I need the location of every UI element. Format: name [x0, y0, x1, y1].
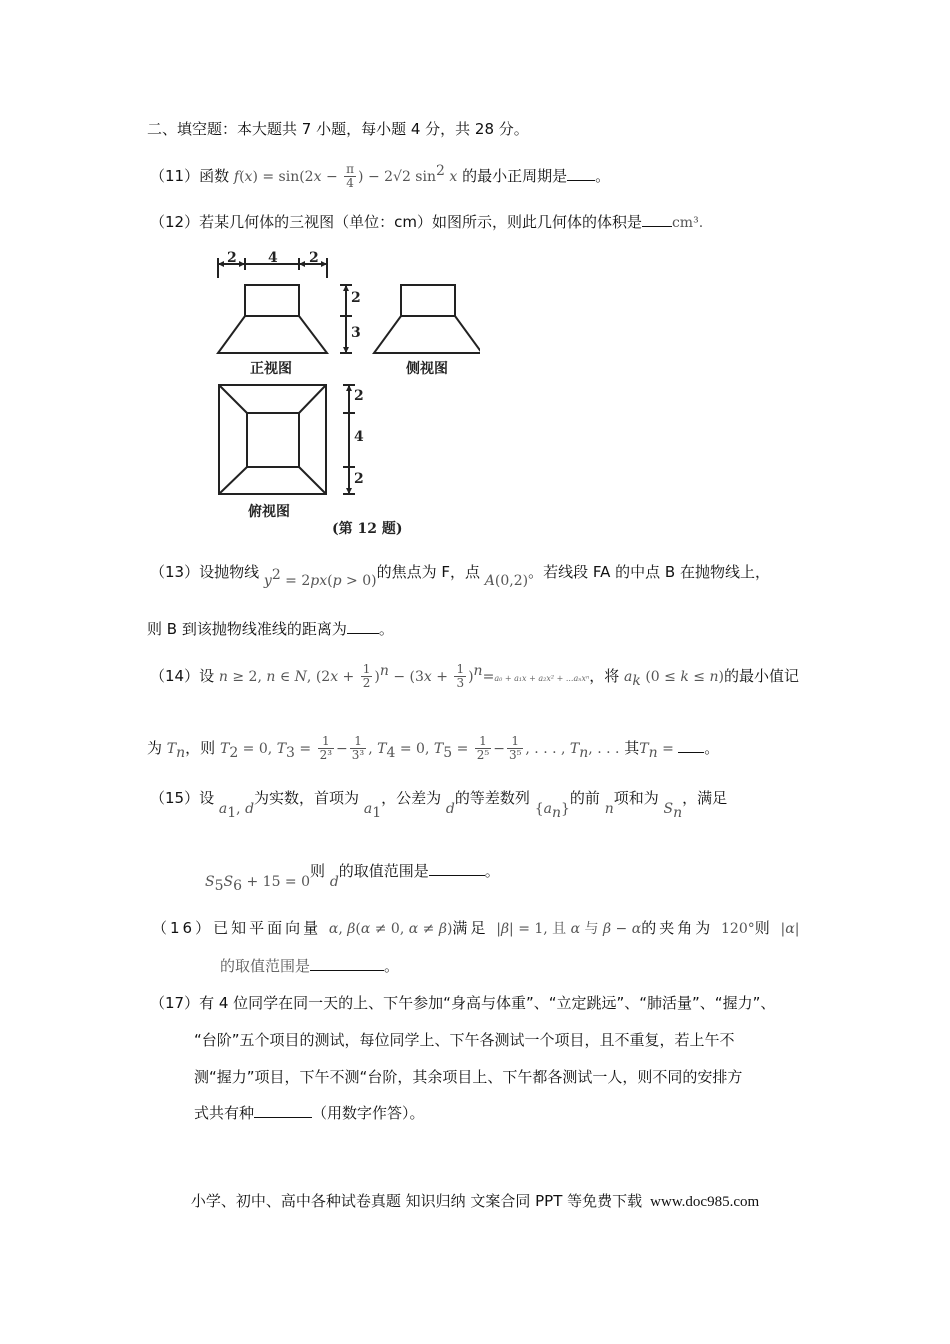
question-15-line2 — [205, 860, 500, 894]
q14-number: （14） — [150, 667, 200, 685]
q14-line2-post: 其 — [624, 739, 640, 757]
dim-top-middle: 4 — [268, 250, 278, 266]
q13-parabola-formula: $y^2 = 2px(p > 0)$ — [263, 567, 377, 589]
question-16 — [152, 917, 799, 940]
q11-post: 的最小正周期是 — [462, 167, 568, 185]
q17-line3: 测“握力”项目，下午不测“台阶，其余项目上、下午都各测试一人，则不同的安排方 — [194, 1068, 743, 1086]
q13-end: 。 — [378, 620, 394, 638]
q14-t-values: $T_2 = 0$, $T_3$ = $\frac{1}{\text{2³}}$ − $\frac{1}{\text{3³}}$ , $T_4 = 0$, $T_5$ = $\frac{1}{\text{2⁵}}$ − $\frac{1}{\text{3⁵}}$ , . . . , $T_n$, . . . — [219, 734, 620, 762]
dim-plan-lower: 2 — [354, 471, 364, 487]
q17-line1: 有 4 位同学在同一天的上、下午参加“身高与体重”、“立定跳远”、“肺活量”、“握力”、 — [199, 994, 776, 1012]
footer-text: 小学、初中、高中各种试卷真题 知识归纳 文案合同 PPT 等免费下载 — [190, 1192, 643, 1210]
q15-t1: 为实数，首项为 — [254, 789, 360, 807]
q16-condition: |β| = 1, 且 α 与 β − α — [496, 921, 642, 937]
question-17-line4 — [194, 1102, 425, 1124]
q15-a1-d: $a_1$, d — [218, 801, 255, 821]
q14-tn-eq: $T_n$ = — [639, 741, 679, 761]
q14-line2-pre: 为 — [147, 739, 163, 757]
q14-post: 的最小值记 — [723, 667, 799, 685]
q13-pre: 设抛物线 — [199, 563, 260, 581]
question-17-line1 — [150, 992, 775, 1014]
question-14-line2 — [147, 735, 719, 764]
page-footer — [0, 1190, 950, 1211]
q11-answer-blank — [567, 166, 595, 181]
three-view-figure — [210, 248, 480, 543]
q12-text: 若某几何体的三视图（单位：cm）如图所示，则此几何体的体积是 — [199, 213, 642, 231]
q16-angle: 120° — [721, 921, 755, 937]
q12-number: （12） — [150, 213, 200, 231]
q11-number: （11） — [150, 167, 200, 185]
q13-line2: 则 B 到该抛物线准线的距离为 — [147, 620, 347, 638]
dim-top-right: 2 — [309, 250, 319, 266]
front-view-label: 正视图 — [250, 361, 292, 377]
q11-pre: 函数 — [199, 167, 230, 185]
q15-pre: 设 — [199, 789, 215, 807]
q13-point-a: A(0,2) — [484, 573, 529, 589]
q14-line2-mid: ，则 — [185, 739, 216, 757]
q15-line2-post: 的取值范围是 — [338, 862, 429, 880]
q15-d2: d — [329, 874, 339, 890]
q15-sn: $S_n$ — [663, 801, 683, 821]
q14-answer-blank — [678, 738, 704, 753]
question-11 — [150, 160, 610, 190]
q13-mid: 的焦点为 F，点 — [376, 563, 480, 581]
q14-mid: ，将 — [589, 667, 620, 685]
section-title: 二、填空题：本大题共 7 小题，每小题 4 分，共 28 分。 — [147, 120, 529, 138]
q13-post: 。若线段 FA 的中点 B 在抛物线上， — [528, 563, 770, 581]
q16-then: 则 — [754, 919, 773, 937]
q15-n: n — [604, 801, 614, 817]
q14-tn: $T_n$ — [166, 741, 186, 761]
q15-t3: 的等差数列 — [454, 789, 530, 807]
q11-formula: f(x) = sin(2x − $\frac{\pi}{4}$ ) − 2√2 $\sin^2 x$ — [233, 162, 458, 190]
question-16-line2 — [220, 955, 399, 977]
q16-abs-alpha: |α| — [780, 921, 800, 937]
q12-unit: cm³. — [671, 215, 704, 231]
q16-end: 。 — [384, 957, 400, 975]
q15-answer-blank — [429, 861, 485, 876]
question-15 — [150, 787, 728, 821]
q17-line4-post: （用数字作答）。 — [312, 1104, 425, 1122]
q14-end: 。 — [704, 739, 720, 757]
question-13 — [150, 556, 770, 589]
q17-line4-pre: 式共有种 — [194, 1104, 255, 1122]
q17-number: （17） — [150, 994, 200, 1012]
question-13-line2 — [147, 618, 394, 640]
dim-front-upper: 2 — [351, 290, 361, 306]
dim-plan-upper: 2 — [354, 388, 364, 404]
q16-mid: 满足 — [452, 919, 489, 937]
q15-a1: $a_1$ — [363, 801, 382, 821]
footer-site: www.doc985.com — [650, 1194, 760, 1210]
question-14 — [150, 660, 799, 692]
q15-t6: ，满足 — [682, 789, 728, 807]
dim-front-lower: 3 — [351, 325, 361, 341]
top-view-label: 俯视图 — [248, 504, 290, 520]
question-12 — [150, 211, 703, 234]
q12-answer-blank — [642, 212, 672, 227]
q16-vectors: α, β(α ≠ 0, α ≠ β) — [328, 921, 453, 937]
side-view-label: 侧视图 — [406, 361, 448, 377]
q14-pre: 设 — [199, 667, 215, 685]
q17-line2: “台阶”五个项目的测试，每位同学上、下午各测试一个项目，且不重复，若上午不 — [194, 1031, 735, 1049]
q15-t5: 项和为 — [613, 789, 659, 807]
q15-t2: ，公差为 — [381, 789, 442, 807]
q14-formula: n ≥ 2, n ∈ N, (2x + $\frac{1}{2}$ )$^n$ − (3x + $\frac{1}{3}$ )$^n$=a₀ + a₁x + a₂x² + ...aₙxⁿ — [218, 662, 590, 690]
q13-answer-blank — [347, 619, 379, 634]
dim-top-left: 2 — [227, 250, 237, 266]
q16-answer-blank — [310, 956, 384, 971]
q16-pre: 已知平面向量 — [213, 919, 322, 937]
q16-line2: 的取值范围是 — [220, 957, 311, 975]
q16-number: （16） — [152, 919, 214, 937]
figure-caption: (第 12 题) — [332, 521, 403, 537]
q15-t4: 的前 — [569, 789, 600, 807]
q16-post: 的夹角为 — [641, 919, 714, 937]
q17-answer-blank — [254, 1103, 312, 1118]
q11-end: 。 — [595, 167, 611, 185]
q15-d: d — [445, 801, 455, 817]
three-view-drawing — [210, 248, 480, 543]
dim-plan-middle: 4 — [354, 429, 364, 445]
q15-condition: $S_5S_6 + 15 = 0$ — [205, 874, 311, 894]
q14-ak-formula: $a_k$ (0 ≤ k ≤ n) — [624, 669, 724, 689]
q15-an: $\{a_n\}$ — [534, 801, 570, 821]
q13-number: （13） — [150, 563, 200, 581]
q15-end: 。 — [484, 862, 500, 880]
q15-number: （15） — [150, 789, 200, 807]
q15-line2-mid: 则 — [310, 862, 326, 880]
